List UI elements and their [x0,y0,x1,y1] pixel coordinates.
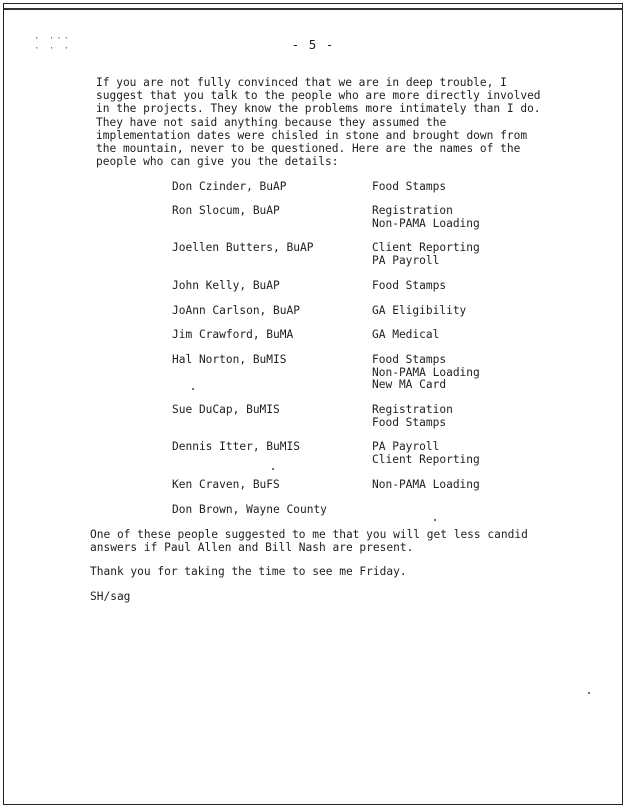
contact-projects [372,181,446,194]
page-number: - 5 - [291,37,335,52]
contact-name: Sue DuCap, BuMIS [172,403,280,416]
project-item: Client Reporting [372,241,480,254]
project-item: Non-PAMA Loading [372,365,480,379]
document-page [3,3,623,805]
contact-projects [372,329,439,342]
intro-paragraph-text: If you are not fully convinced that we are in deep trouble, I suggest that you talk to the people who are more directly involved in the projects. They know the problems more intimately than I do. They have not said anything because they assumed the implementation dates were chisled in stone and brought down from the mountain, never to be questioned. Here are the names of the people who can give you the details: [96,76,541,169]
contact-name: Hal Norton, BuMIS [172,353,287,366]
scan-speck [192,388,194,390]
contact-name: JoAnn Carlson, BuAP [172,304,300,317]
scan-speck [434,519,436,521]
scan-speck [272,468,274,470]
project-item: Registration [372,403,453,416]
contact-projects [372,280,446,293]
project-item: Food Stamps [372,353,447,366]
project-item: Registration [372,204,453,217]
contact-name: Don Brown, Wayne County [172,503,327,516]
initials: SH/sag [90,590,131,603]
project-item: Food Stamps [372,180,447,193]
project-item: PA Payroll [372,253,440,267]
project-item: GA Eligibility [372,304,467,317]
contact-name: Ron Slocum, BuAP [172,204,280,217]
project-item: GA Medical [372,328,440,341]
closing-paragraph: One of these people suggested to me that you will get less candid answers if Paul Allen and Bill Nash are present. [90,528,528,555]
contact-name: Dennis Itter, BuMIS [172,440,300,453]
project-item: Food Stamps [372,415,447,429]
contact-name: Jim Crawford, BuMA [172,328,294,341]
contact-projects [372,441,480,466]
contact-name: John Kelly, BuAP [172,279,280,292]
contact-projects [372,242,480,267]
contact-projects [372,205,480,230]
contact-projects [372,479,480,492]
project-item: Client Reporting [372,452,480,466]
scan-specks: · ··· · · · [34,34,72,54]
project-item: Non-PAMA Loading [372,216,480,230]
contact-name: Joellen Butters, BuAP [172,241,314,254]
contact-name: Don Czinder, BuAP [172,180,287,193]
contact-projects [372,354,480,392]
contact-list [4,4,622,804]
project-item: New MA Card [372,378,447,391]
contact-name: Ken Craven, BuFS [172,478,280,491]
thanks-line: Thank you for taking the time to see me Friday. [90,565,407,578]
project-item: PA Payroll [372,440,440,453]
project-item: Food Stamps [372,279,447,292]
project-item: Non-PAMA Loading [372,478,480,491]
contact-projects [372,305,466,318]
contact-projects [372,404,453,429]
scan-speck [588,692,590,694]
